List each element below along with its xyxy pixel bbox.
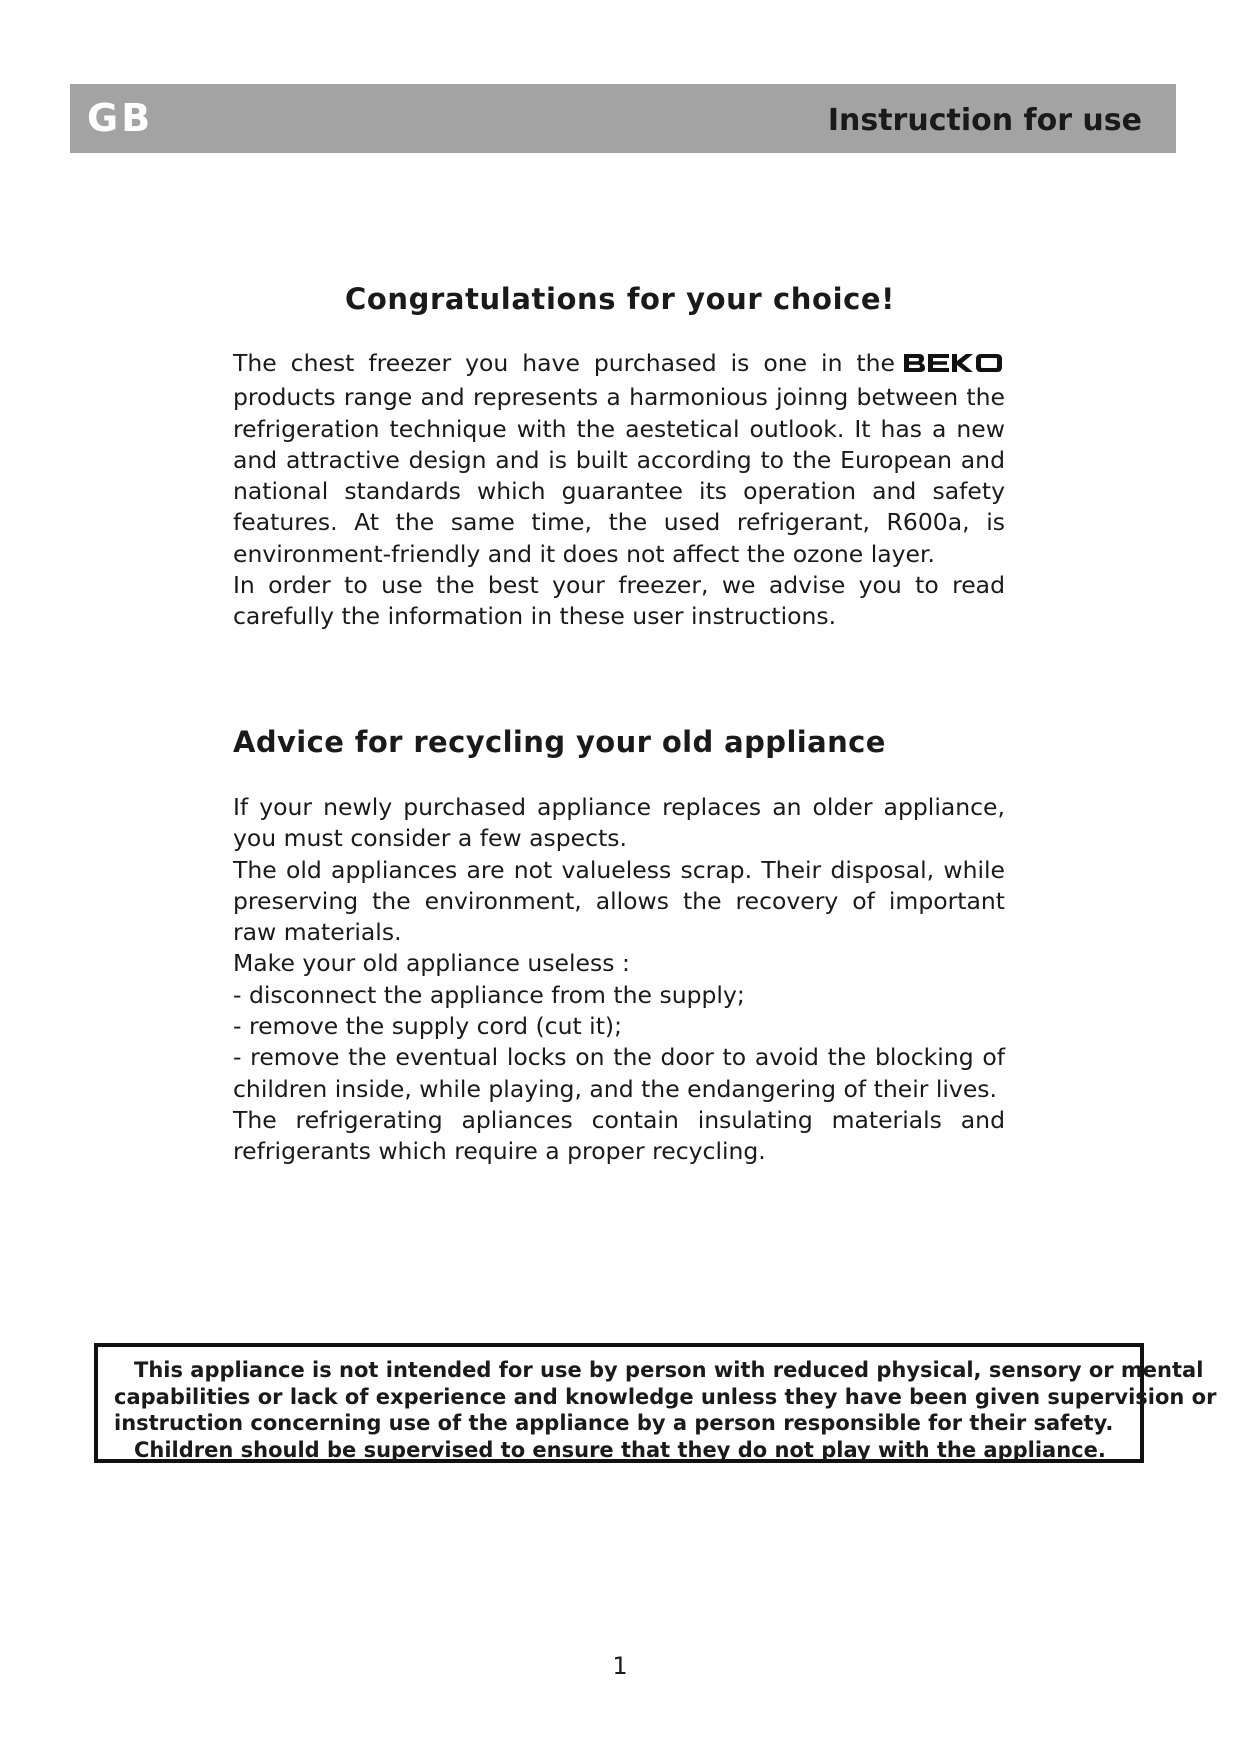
language-code: GB	[87, 96, 154, 140]
recycling-step: - remove the supply cord (cut it);	[233, 1012, 623, 1041]
intro-advice-paragraph: In order to use the best your freezer, we advise you to read carefully the information in these user instructions.	[233, 571, 1005, 631]
intro-section	[233, 348, 1005, 633]
intro-paragraph-body: products range and represents a harmonious joinng between the refrigeration technique with the aestetical outlook. It has a new and attractive design and is built according to the European and national standards which guarantee its operation and safety features. At the same time, the used refrigerant, R600a, is environment-friendly and it does not affect the ozone layer.	[233, 383, 1005, 568]
page-number: 1	[612, 1652, 628, 1680]
recycling-paragraph: The refrigerating apliances contain insulating materials and refrigerants which require a proper recycling.	[233, 1105, 1005, 1166]
intro-paragraph-lead: The chest freezer you have purchased is one in the	[233, 349, 895, 377]
safety-notice-box	[94, 1343, 1217, 1463]
recycling-paragraph: The old appliances are not valueless scrap. Their disposal, while preserving the environment, allows the recovery of important raw materials.	[233, 855, 1005, 947]
recycling-heading: Advice for recycling your old appliance	[233, 725, 886, 759]
recycling-step: - remove the eventual locks on the door to avoid the blocking of children inside, while playing, and the endangering of their lives.	[233, 1043, 1005, 1103]
intro-paragraph	[233, 348, 1005, 570]
recycling-paragraph: If your newly purchased appliance replaces an older appliance, you must consider a few aspects.	[233, 793, 1005, 853]
congratulations-heading: Congratulations for your choice!	[344, 282, 896, 316]
beko-logo	[901, 351, 1005, 382]
recycling-paragraph: Make your old appliance useless :	[233, 949, 630, 978]
recycling-section	[233, 792, 1005, 1168]
header-bar	[70, 84, 1176, 153]
safety-notice-line: This appliance is not intended for use by person with reduced physical, sensory or mental	[134, 1358, 1204, 1382]
safety-notice-line: capabilities or lack of experience and knowledge unless they have been given supervision or	[114, 1384, 1217, 1409]
safety-notice-text	[114, 1357, 1217, 1463]
recycling-step: - disconnect the appliance from the supply;	[233, 980, 745, 1009]
document-title: Instruction for use	[827, 103, 1142, 138]
safety-notice-line: instruction concerning use of the appliance by a person responsible for their safety.	[114, 1411, 1114, 1435]
safety-notice-line: Children should be supervised to ensure that they do not play with the appliance.	[134, 1437, 1106, 1462]
